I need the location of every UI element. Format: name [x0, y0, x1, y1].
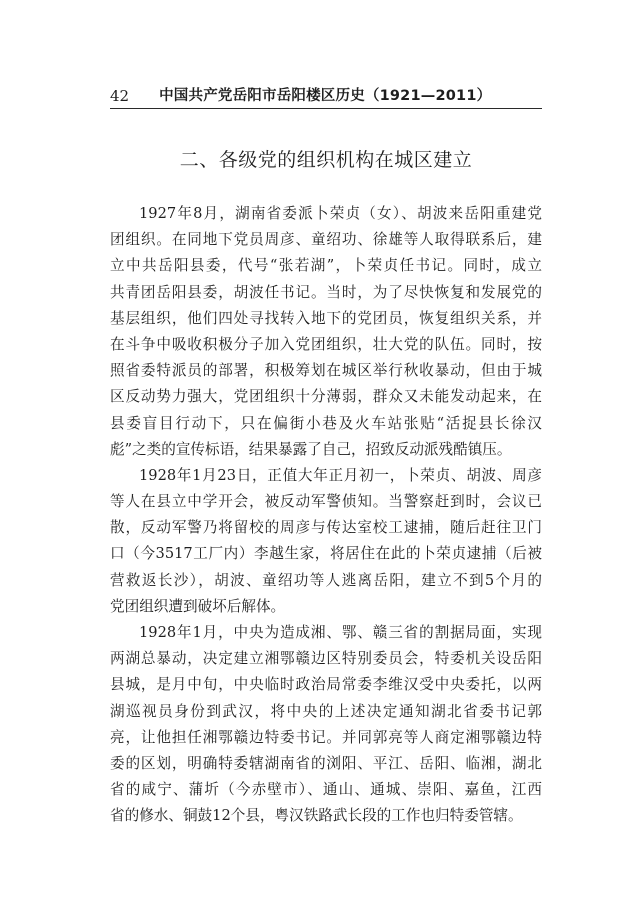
paragraph-3	[110, 620, 542, 830]
text-line: 团组织。在同地下党员周彦、童绍功、徐雄等人取得联系后，建	[110, 231, 542, 249]
text-line: 共青团岳阳县委，胡波任书记。当时，为了尽快恢复和发展党的	[110, 283, 542, 301]
book-title: 中国共产党岳阳市岳阳楼区历史（1921—2011）	[159, 88, 492, 104]
paragraph-1	[110, 201, 542, 463]
text-line: 口（今3517工厂内）李越生家，将居住在此的卜荣贞逮捕（后被	[110, 545, 542, 563]
text-line: 彪”之类的宣传标语，结果暴露了自己，招致反动派残酷镇压。	[110, 440, 512, 458]
text-line: 1928年1月23日，正值大年正月初一，卜荣贞、胡波、周彦	[139, 466, 542, 484]
text-line: 在斗争中吸收积极分子加入党团组织，壮大党的队伍。同时，按	[110, 335, 542, 353]
text-line: 1928年1月，中央为造成湘、鄂、赣三省的割据局面，实现	[139, 624, 542, 641]
paragraph-2	[110, 463, 542, 620]
running-head	[110, 84, 542, 106]
text-line: 党团组织遭到破坏后解体。	[110, 597, 286, 615]
text-line: 两湖总暴动，决定建立湘鄂赣边区特别委员会，特委机关设岳阳	[110, 650, 542, 668]
text-line: 基层组织，他们四处寻找转入地下的党团员，恢复组织关系，并	[110, 309, 542, 327]
text-line: 营救返长沙），胡波、童绍功等人逃离岳阳，建立不到5个月的	[110, 571, 542, 589]
body-text	[110, 201, 542, 830]
text-line: 区反动势力强大，党团组织十分薄弱，群众又未能发动起来，在	[110, 388, 542, 406]
header-rule	[110, 108, 542, 109]
page-number: 42	[110, 87, 130, 105]
text-line: 等人在县立中学开会，被反动军警侦知。当警察赶到时，会议已	[110, 493, 542, 511]
text-line: 亮，让他担任湘鄂赣边特委书记。并同郭亮等人商定湘鄂赣边特	[110, 728, 542, 746]
text-line: 县委盲目行动下，只在偏街小巷及火车站张贴“活捉县长徐汉	[110, 414, 542, 432]
text-line: 散，反动军警乃将留校的周彦与传达室校工逮捕，随后赶往卫门	[110, 519, 542, 537]
text-line: 省的咸宁、蒲圻（今赤壁市）、通山、通城、崇阳、嘉鱼，江西	[110, 781, 542, 799]
text-line: 县城，是月中旬，中央临时政治局常委李维汉受中央委托，以两	[110, 676, 542, 694]
text-line: 湖巡视员身份到武汉，将中央的上述决定通知湖北省委书记郭	[110, 702, 542, 720]
text-line: 委的区划，明确特委辖湖南省的浏阳、平江、岳阳、临湘，湖北	[110, 754, 542, 772]
text-line: 省的修水、铜鼓12个县，粤汉铁路武长段的工作也归特委管辖。	[110, 807, 523, 825]
section-title: 二、各级党的组织机构在城区建立	[179, 149, 473, 171]
text-line: 照省委特派员的部署，积极筹划在城区举行秋收暴动，但由于城	[110, 362, 542, 380]
text-line: 1927年8月，湖南省委派卜荣贞（女）、胡波来岳阳重建党	[139, 205, 542, 222]
text-line: 立中共岳阳县委，代号“张若湖”，卜荣贞任书记。同时，成立	[110, 257, 542, 275]
